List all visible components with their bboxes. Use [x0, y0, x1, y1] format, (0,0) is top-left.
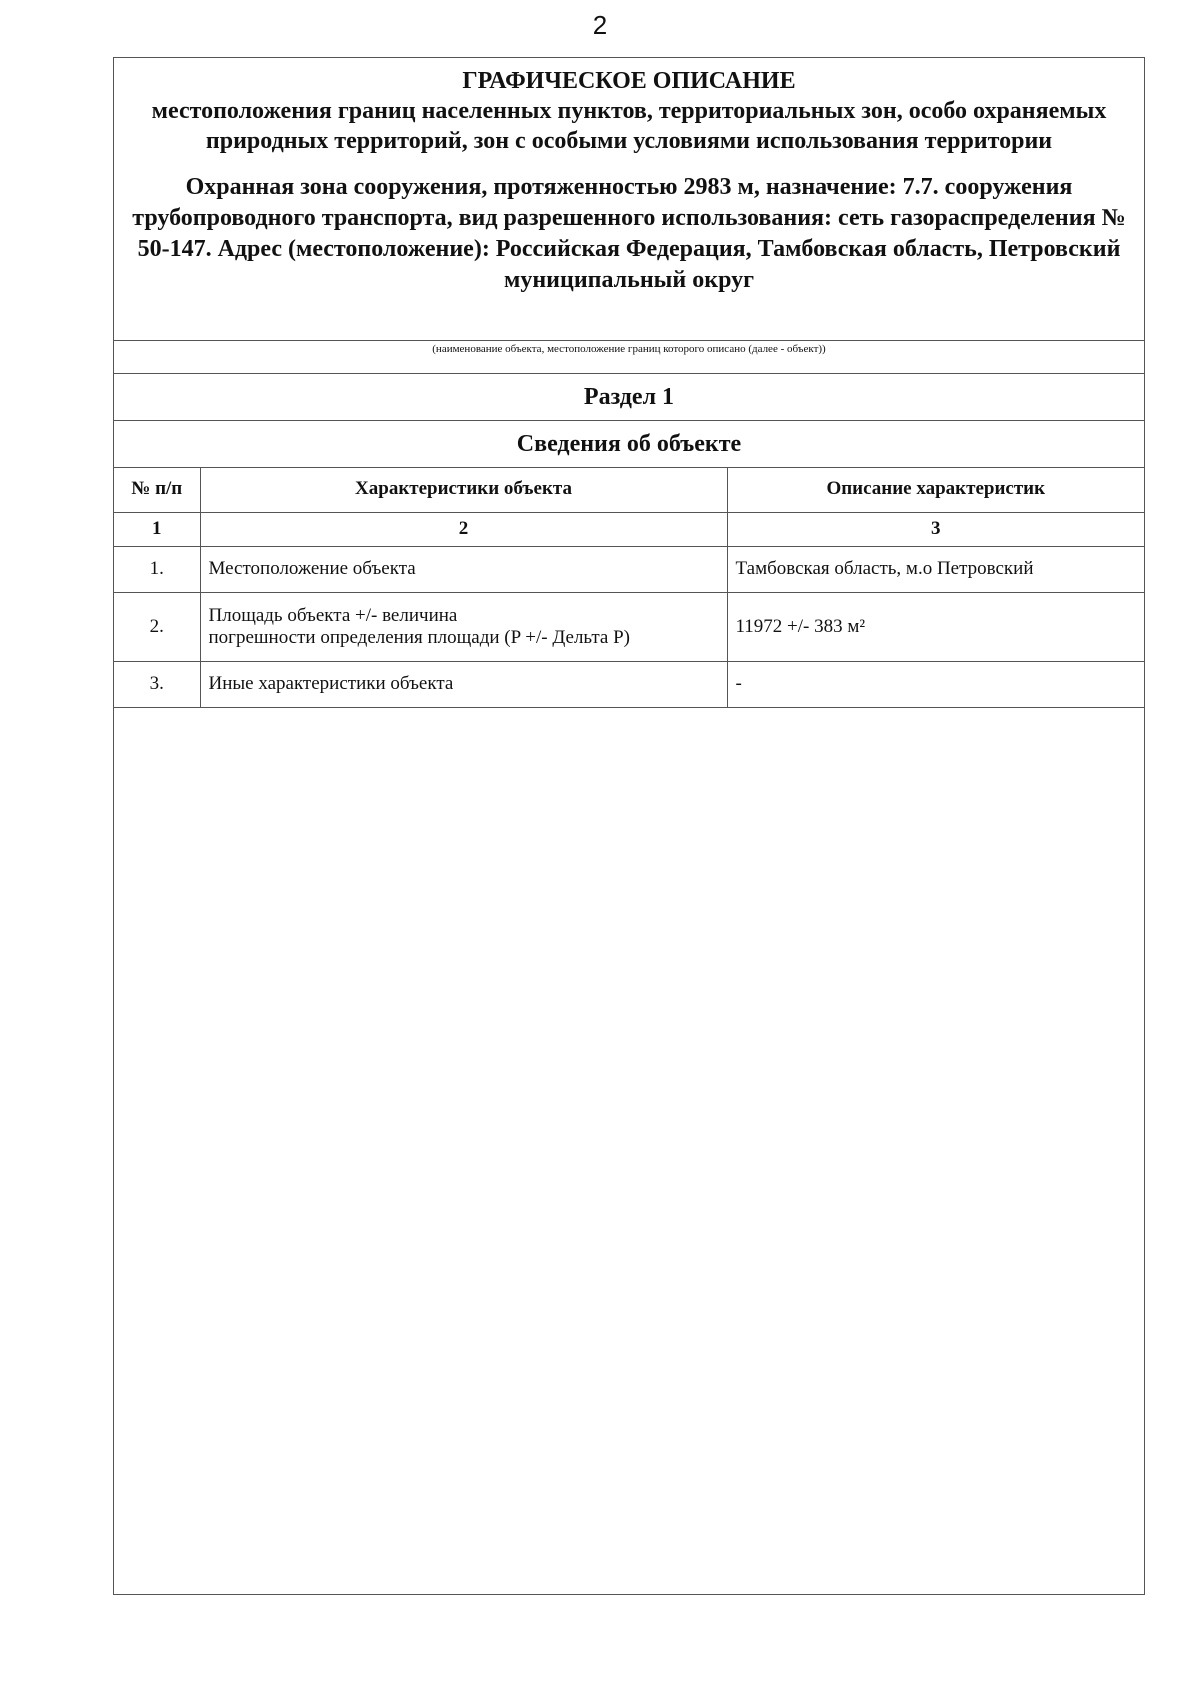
row-number-cell: 2. — [114, 592, 200, 661]
document-header — [114, 58, 1144, 340]
characteristic-line: Площадь объекта +/- величина — [208, 604, 458, 626]
value-cell: 11972 +/- 383 м² — [727, 592, 1144, 661]
characteristic-cell — [200, 592, 727, 661]
characteristic-cell: Иные характеристики объекта — [200, 661, 727, 707]
table-header-cell: № п/п — [114, 467, 200, 512]
section-subtitle: Сведения об объекте — [114, 421, 1144, 468]
document-subtitle: местоположения границ населенных пунктов, территориальных зон, особо охраняемых природных территорий, зон с особыми условиями использования территории — [151, 98, 1107, 154]
value-cell: Тамбовская область, м.о Петровский — [727, 546, 1144, 592]
table-header-row — [114, 467, 1144, 512]
table-column-number-row — [114, 512, 1144, 546]
object-name: Охранная зона сооружения, протяженностью 2983 м, назначение: 7.7. сооружения трубопроводного транспорта, вид разрешенного использования: сеть газораспределения № 50-147. Адрес (местоположение): Российская Федерация, Тамбовская область, Петровский муниципальный округ — [132, 174, 1126, 293]
column-number-cell: 1 — [114, 512, 200, 546]
table-row — [114, 661, 1144, 707]
table-header-cell: Характеристики объекта — [200, 467, 727, 512]
page-number: 2 — [592, 10, 608, 40]
table-row — [114, 592, 1144, 661]
column-number-cell: 3 — [727, 512, 1144, 546]
object-caption: (наименование объекта, местоположение границ которого описано (далее - объект)) — [114, 340, 1144, 374]
column-number-cell: 2 — [200, 512, 727, 546]
object-info-table — [114, 467, 1144, 708]
document-title: ГРАФИЧЕСКОЕ ОПИСАНИЕ — [462, 68, 796, 94]
section-title: Раздел 1 — [114, 374, 1144, 421]
value-cell: - — [727, 661, 1144, 707]
row-number-cell: 3. — [114, 661, 200, 707]
table-header-cell: Описание характеристик — [727, 467, 1144, 512]
row-number-cell: 1. — [114, 546, 200, 592]
document-frame — [113, 57, 1145, 1595]
characteristic-line: погрешности определения площади (P +/- Дельта P) — [208, 626, 630, 648]
table-row — [114, 546, 1144, 592]
characteristic-cell: Местоположение объекта — [200, 546, 727, 592]
